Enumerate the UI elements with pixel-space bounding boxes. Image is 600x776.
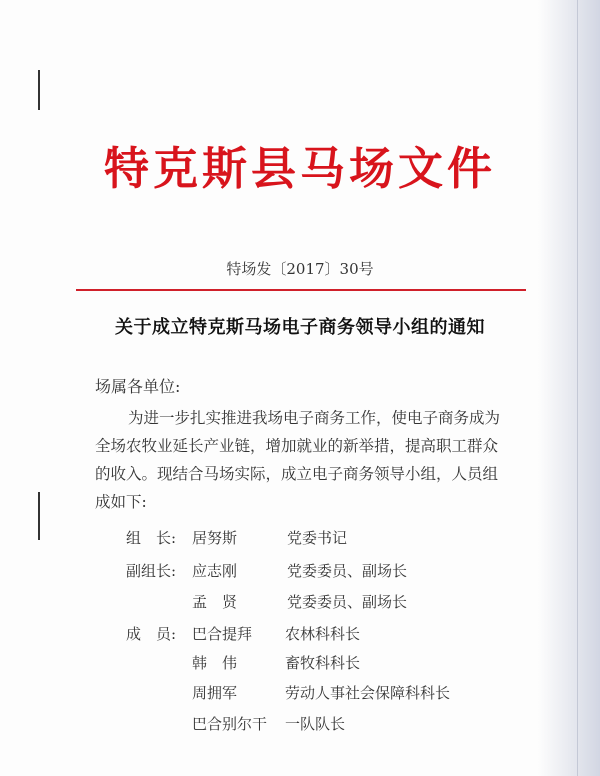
body-line: 的收入。现结合马场实际，成立电子商务领导小组，人员组 — [95, 465, 499, 483]
body-line: 全场农牧业延长产业链，增加就业的新举措，提高职工群众 — [95, 437, 499, 455]
salutation: 场属各单位: — [95, 377, 181, 396]
roster-name: 孟 贤 — [192, 593, 238, 611]
roster-title: 党委委员、副场长 — [287, 562, 408, 580]
scan-edge-shadow — [538, 0, 600, 776]
roster-name: 应志刚 — [192, 562, 238, 580]
roster-title: 党委委员、副场长 — [287, 593, 408, 611]
roster-name: 韩 伟 — [192, 654, 238, 672]
body-line: 成如下: — [95, 493, 147, 511]
document-number: 特场发〔2017〕30号 — [226, 260, 374, 278]
roster-role: 副组长: — [126, 562, 177, 580]
roster-role: 组 长: — [126, 529, 177, 547]
binding-mark-top — [38, 70, 40, 110]
notice-body — [95, 404, 513, 516]
notice-title: 关于成立特克斯马场电子商务领导小组的通知 — [115, 317, 485, 338]
roster-title: 农林科科长 — [285, 625, 361, 643]
roster-title: 畜牧科科长 — [285, 654, 361, 672]
roster-title: 党委书记 — [287, 529, 348, 547]
red-separator-line — [76, 289, 526, 291]
roster-name: 周拥军 — [192, 684, 238, 702]
roster-role: 成 员: — [126, 625, 177, 643]
roster-title: 劳动人事社会保障科科长 — [285, 684, 451, 702]
roster-title: 一队队长 — [285, 715, 346, 733]
body-line: 为进一步扎实推进我场电子商务工作，使电子商务成为 — [128, 409, 501, 427]
binding-mark-bottom — [38, 492, 40, 540]
roster-name: 巴合别尔干 — [192, 715, 268, 733]
document-header-title: 特克斯县马场文件 — [103, 142, 496, 195]
roster-name: 居努斯 — [192, 529, 238, 547]
roster-name: 巴合提拜 — [192, 625, 253, 643]
